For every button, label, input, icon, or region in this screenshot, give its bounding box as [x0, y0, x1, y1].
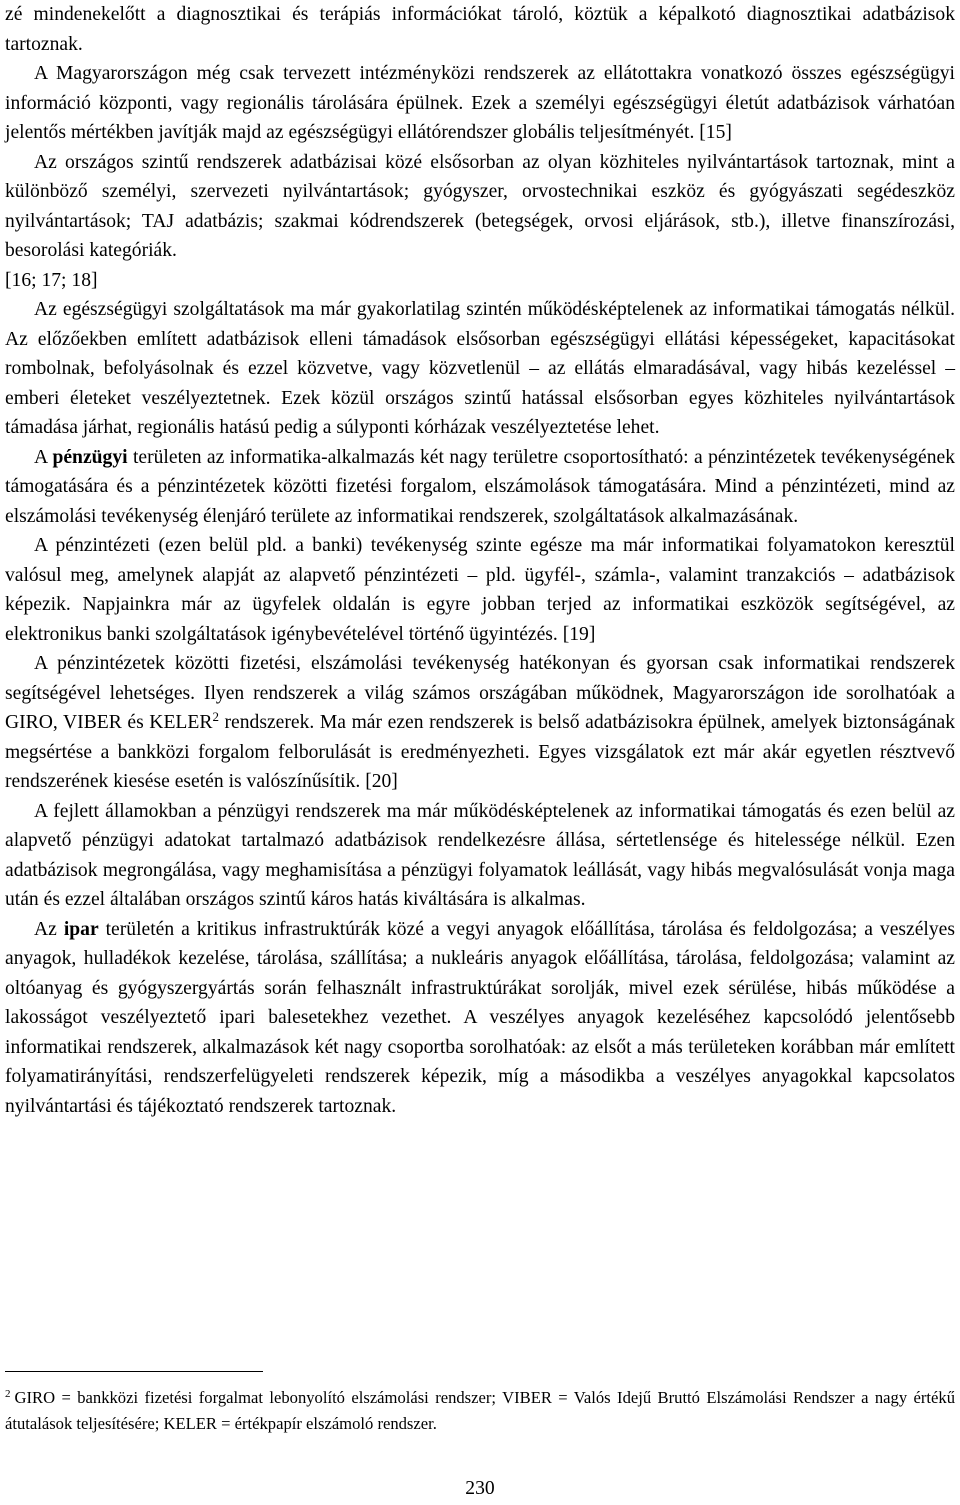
paragraph-continuation: zé mindenekelőtt a diagnosztikai és terápiás információkat tároló, köztük a képalkotó diagnosztikai adatbázisok tartoznak.: [5, 4, 955, 55]
paragraph-intermediary-systems: A Magyarországon még csak tervezett intézményközi rendszerek az ellátottakra vonatkozó összes egészségügyi információ központi, vagy regionális tárolására épülnek. Ezek a személyi egészségügyi életút adatbázisok várhatóan jelentős mértékben javítják majd az egészségügyi ellátórendszer globális teljesítményét. [15]: [5, 63, 955, 143]
paragraph-banking: A pénzintézeti (ezen belül pld. a banki) tevékenység szinte egésze ma már informatikai folyamatokon keresztül valósul meg, amelynek alapját az alapvető pénzintézeti – pld. ügyfél-, számla-, valamint tranzakciós – adatbázisok képezik. Napjainkra már az ügyfelek oldalán is egyre jobban terjed az informatikai eszközök segítségével, az elektronikus banki szolgáltatások igénybevételével történő ügyintézés. [19]: [5, 535, 955, 645]
industry-keyword: ipar: [63, 918, 99, 940]
interbank-before: A pénzintézetek közötti fizetési, elszámolási tevékenység hatékonyan és gyorsan csak informatikai rendszerek segítségével lehetséges. Ilyen rendszerek a világ számos országában működnek, Magyarországon ide sorolhatóak a GIRO, VIBER és KELER: [5, 653, 955, 733]
page-number: 230: [465, 1478, 495, 1499]
industry-rest: területén a kritikus infrastruktúrák közé a vegyi anyagok előállítása, tárolása és feldolgozása; a veszélyes anyagok, hulladékok kezelése, tárolása, szállítása; a nukleáris anyagok előállítása, tárolása, feldolgozása; valamint az oltóanyag és gyógyszergyártás során felhasznált infrastruktúrákat sorolják, mivel ezek sérülése, hibás működése a lakosságot veszélyeztető ipari balesetekhez vezethet. A veszélyes anyagok kezeléséhez kapcsolódó jelentősebb informatikai rendszerek, alkalmazások két nagy csoportba sorolhatóak: az elsőt a más területeken korábban már említett folyamatirányítási, rendszerfelügyeleti rendszerek képezik, míg a másodikba a veszélyes anyagokkal kapcsolatos nyilvántartási és tájékoztató rendszerek tartoznak.: [5, 918, 955, 1117]
financial-rest: területen az informatika-alkalmazás két nagy területre csoportosítható: a pénzintézetek tevékenységének támogatására és a pénzintézetek közötti fizetési forgalom, elszámolások támogatására. Mind a pénzintézeti, mind az elszámolási tevékenység élenjáró területe az informatikai rendszerek, szolgáltatások alkalmazásának.: [5, 446, 955, 527]
paragraph-health-services: Az egészségügyi szolgáltatások ma már gyakorlatilag szintén működésképtelenek az informatikai támogatás nélkül. Az előzőekben említett adatbázisok elleni támadások elsősorban egészségügyi ellátási képességeket, kapacitásokat rombolnak, befolyásolnak és ezzel közvetve, vagy közvetlenül – az ellátás elmaradásával, vagy hibás kezeléssel – emberi életeket veszélyeztetnek. Ezek közül országos szintű hatással elsősorban egyes közhiteles nyilvántartások támadása járhat, regionális hatású pedig a súlyponti kórházak veszélyeztetése lehet.: [5, 299, 955, 438]
footnote-reference: 2: [212, 709, 219, 724]
interbank-after: rendszerek. Ma már ezen rendszerek is belső adatbázisokra épülnek, amelyek biztonságának megsértése a bankközi forgalom felborulását is eredményezheti. Egyes vizsgálatok ezt már akár egyetlen résztvevő rendszerének kiesése esetén is valószínűsítik. [20]: [5, 712, 955, 792]
footnote: [5, 1385, 955, 1437]
body-text: [5, 0, 955, 1121]
footnote-divider: [5, 1371, 263, 1372]
paragraph-developed-states: A fejlett államokban a pénzügyi rendszerek ma már működésképtelenek az informatikai támogatás és ezen belül az alapvető pénzügyi adatokat tartalmazó adatbázisok rendelkezésre állása, sértetlensége és hitelessége nélkül. Ezen adatbázisok megrongálása, vagy meghamisítása a pénzügyi folyamatok leállását, vagy hibás megvalósulását vonja maga után és ezzel általában országos szintű káros hatás kiváltására is alkalmas.: [5, 800, 955, 910]
paragraph-national-systems: Az országos szintű rendszerek adatbázisai közé elsősorban az olyan közhiteles nyilvántartások tartoznak, mint a különböző személyi, szervezeti nyilvántartások; gyógyszer, orvostechnikai eszköz és gyógyászati segédeszköz nyilvántartások; TAJ adatbázis; szakmai kódrendszerek (betegségek, orvosi eljárások, stb.), illetve finanszírozási, besorolási kategóriák.: [5, 151, 955, 261]
financial-prefix: A: [34, 446, 53, 468]
document-page: [5, 0, 955, 1121]
footnote-mark: 2: [5, 1388, 11, 1400]
footnote-text: GIRO = bankközi fizetési forgalmat lebonyolító elszámolási rendszer; VIBER = Valós Idejű Bruttó Elszámolási Rendszer a nagy értékű átutalások teljesítésére; KELER = értékpapír elszámoló rendszer.: [5, 1388, 955, 1433]
paragraph-financial: [5, 443, 955, 532]
paragraph-industry: [5, 915, 955, 1122]
financial-keyword: pénzügyi: [52, 446, 128, 468]
paragraph-interbank: [5, 649, 955, 797]
industry-prefix: Az: [34, 918, 64, 940]
paragraph-references: [16; 17; 18]: [5, 269, 98, 291]
